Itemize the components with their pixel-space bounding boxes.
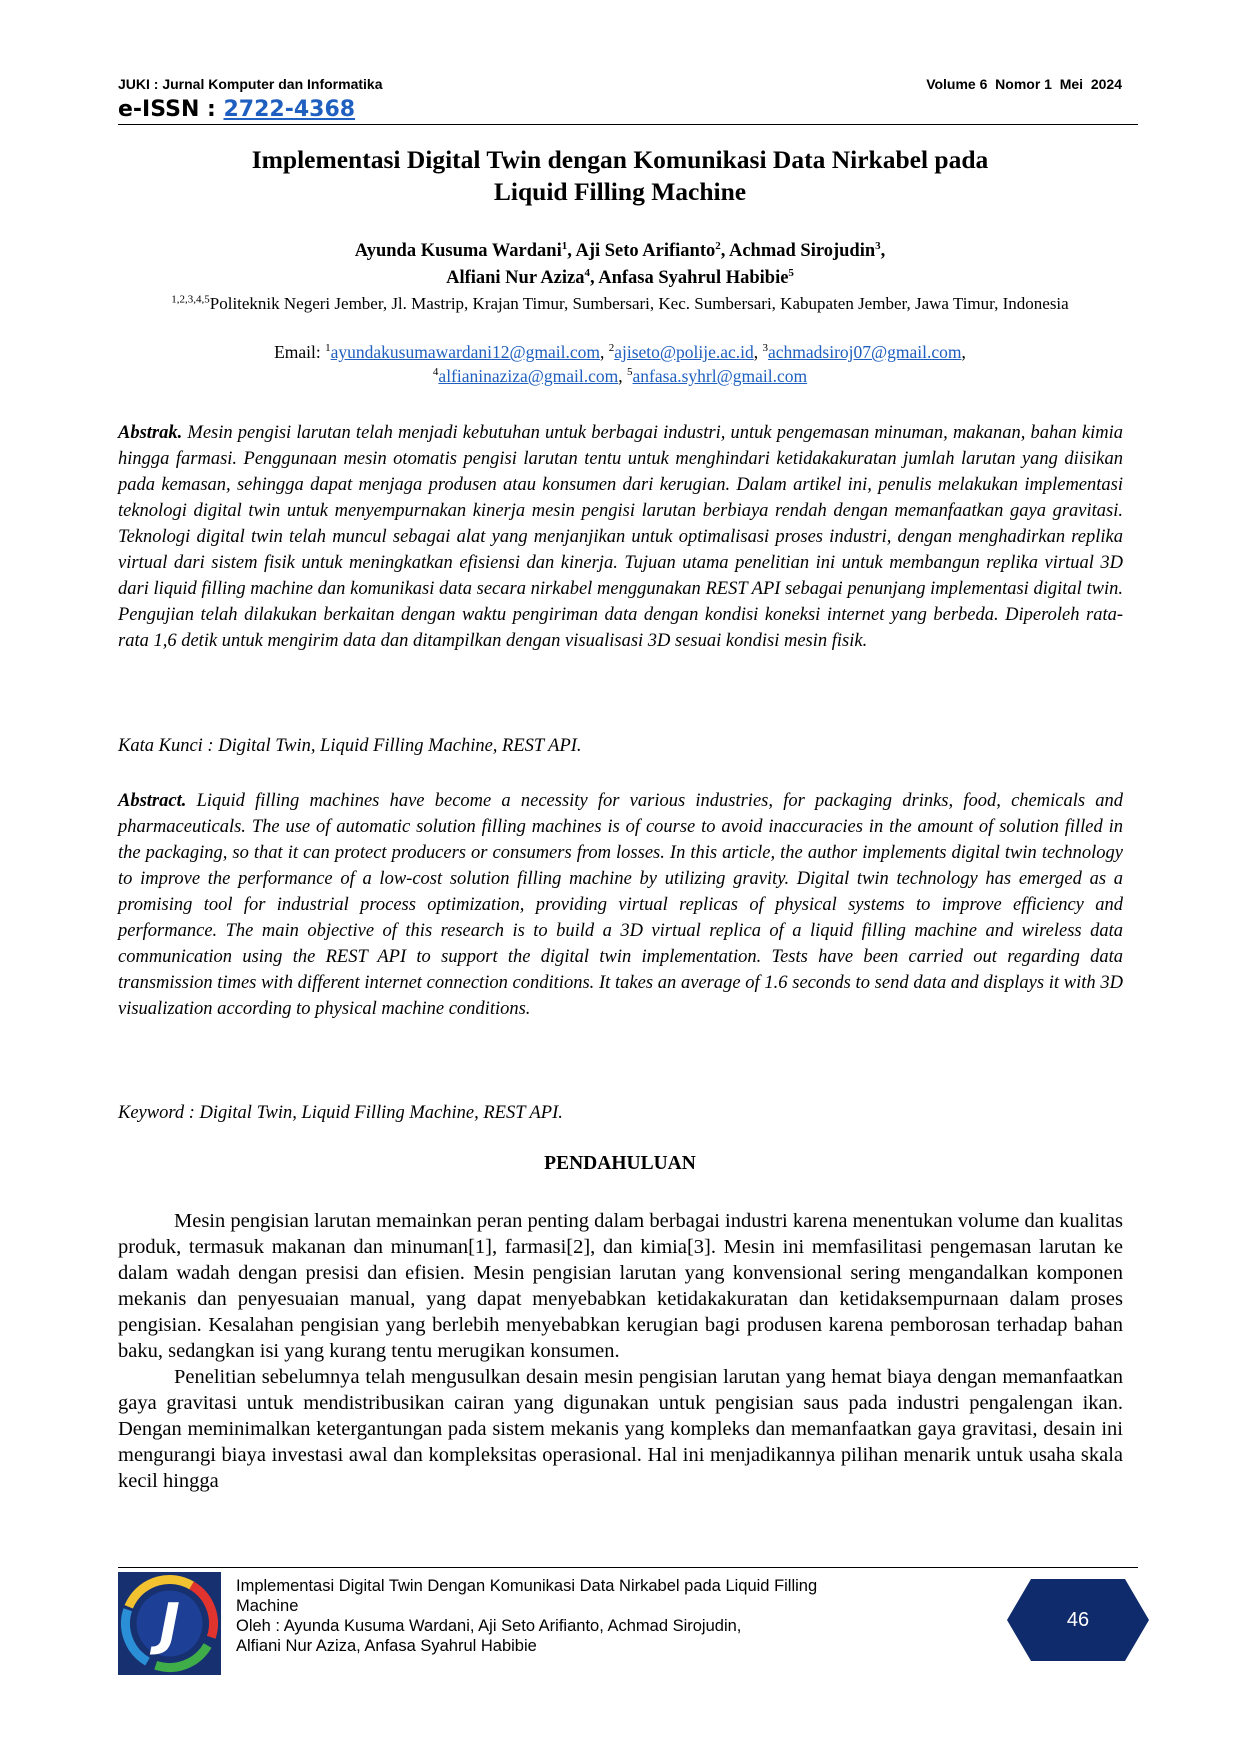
keywords: Keyword : Digital Twin, Liquid Filling Machine, REST API. xyxy=(118,1103,563,1123)
affiliation-text: Politeknik Negeri Jember, Jl. Mastrip, Krajan Timur, Sumbersari, Kec. Sumbersari, Kabupaten Jember, Jawa Timur, Indonesia xyxy=(209,294,1069,313)
abstract-paragraph xyxy=(118,788,1123,1022)
author-name: Anfasa Syahrul Habibie xyxy=(598,268,789,288)
article-title xyxy=(120,144,1120,208)
author-name: Alfiani Nur Aziza xyxy=(446,268,585,288)
footer-line: Implementasi Digital Twin Dengan Komunikasi Data Nirkabel pada Liquid Filling xyxy=(236,1577,818,1595)
email-list xyxy=(120,340,1120,388)
abstrak-label: Abstrak. xyxy=(118,423,183,443)
footer-line: Oleh : Ayunda Kusuma Wardani, Aji Seto Arifianto, Achmad Sirojudin, xyxy=(236,1617,742,1635)
email-link[interactable]: alfianinaziza@gmail.com xyxy=(438,366,619,386)
header-divider xyxy=(118,124,1138,125)
author-line: Alfiani Nur Aziza$^4$, Anfasa Syahrul Habibie$^5$ xyxy=(446,266,794,288)
body-paragraph: Penelitian sebelumnya telah mengusulkan desain mesin pengisian larutan yang hemat biaya dengan memanfaatkan gaya gravitasi untuk mendistribusikan cairan yang digunakan untuk pengisian saus pada industri pengalengan ikan. Dengan meminimalkan ketergantungan pada sistem mekanis yang kompleks dan memanfaatkan gaya gravitasi, desain ini mengurangi biaya investasi awal dan kompleksitas operasional. Hal ini menjadikannya pilihan menarik untuk usaha skala kecil hingga xyxy=(118,1366,1123,1492)
author-name: Achmad Sirojudin xyxy=(728,241,876,261)
author-sup: 4 xyxy=(584,266,590,279)
abstrak-paragraph xyxy=(118,420,1123,654)
issn xyxy=(118,96,355,124)
affiliation-sup: 1,2,3,4,5 xyxy=(171,293,210,306)
abstract-label: Abstract. xyxy=(118,791,187,811)
issn-link[interactable]: 2722-4368 xyxy=(223,97,356,122)
author-list xyxy=(120,238,1120,292)
journal-logo xyxy=(118,1572,221,1675)
body-paragraph: Mesin pengisian larutan memainkan peran penting dalam berbagai industri karena menentukan volume dan kualitas produk, termasuk makanan dan minuman[1], farmasi[2], dan kimia[3]. Mesin ini memfasilitasi pengemasan larutan ke dalam wadah dengan presisi dan efisien. Mesin pengisian larutan yang konvensional sering mengandalkan komponen mekanis dan penyesuaian manual, yang dapat menyebabkan ketidakakuratan dan ketidaksempurnaan dalam proses pengisian. Kesalahan pengisian yang berlebih menyebabkan kerugian bagi produsen karena pemborosan terhadap bahan baku, sedangkan isi yang kurang tentu merugikan konsumen. xyxy=(118,1210,1123,1362)
author-sup: 1 xyxy=(561,239,568,252)
email-line: Email: $^1$ayundakusumawardani12@gmail.com, $^2$ajiseto@polije.ac.id, $^3$achmadsiroj07@gmail.com, xyxy=(274,342,966,362)
author-name: Ayunda Kusuma Wardani xyxy=(354,241,562,261)
author-name: Aji Seto Arifianto xyxy=(575,241,716,261)
author-sup: 2 xyxy=(715,239,721,252)
email-sup: 5 xyxy=(627,366,633,379)
email-label: Email: xyxy=(274,342,326,362)
kata-kunci: Kata Kunci : Digital Twin, Liquid Filling Machine, REST API. xyxy=(118,736,582,756)
title-line: Implementasi Digital Twin dengan Komunikasi Data Nirkabel pada xyxy=(251,145,989,174)
email-link[interactable]: achmadsiroj07@gmail.com xyxy=(768,342,962,362)
affiliation xyxy=(140,292,1100,315)
email-link[interactable]: ayundakusumawardani12@gmail.com xyxy=(330,342,600,362)
abstract-text: Liquid filling machines have become a necessity for various industries, for packaging drinks, food, chemicals and pharmaceuticals. The use of automatic solution filling machines is of course to avoid inaccuracies in the amount of solution filled in the packaging, so that it can protect producers or consumers from losses. In this article, the author implements digital twin technology to improve the performance of a low-cost solution filling machine by utilizing gravity. Digital twin technology has emerged as a promising tool for industrial process optimization, providing virtual replicas of physical systems to improve efficiency and performance. The main objective of this research is to build a 3D virtual replica of a liquid filling machine and wireless data communication using the REST API to support the digital twin implementation. Tests have been carried out regarding data transmission times with different internet connection conditions. It takes an average of 1.6 seconds to send data and displays it with 3D visualization according to physical machine conditions. xyxy=(118,791,1124,1019)
author-sup: 5 xyxy=(788,266,794,279)
email-sup: 3 xyxy=(762,342,769,355)
section-heading: PENDAHULUAN xyxy=(544,1153,696,1174)
email-sup: 2 xyxy=(608,342,615,355)
footer-divider xyxy=(118,1567,1138,1568)
logo-letter: J xyxy=(159,1592,180,1657)
author-line: Ayunda Kusuma Wardani$^1$, Aji Seto Arifianto$^2$, Achmad Sirojudin$^3$, xyxy=(354,239,886,261)
journal-name: JUKI : Jurnal Komputer dan Informatika xyxy=(118,76,383,92)
footer-line: Machine xyxy=(236,1597,299,1615)
title-line: Liquid Filling Machine xyxy=(493,177,747,206)
body-text xyxy=(118,1208,1123,1494)
volume-info: Volume 6 Nomor 1 Mei 2024 xyxy=(926,76,1122,92)
email-link[interactable]: ajiseto@polije.ac.id xyxy=(614,342,754,362)
email-link[interactable]: anfasa.syhrl@gmail.com xyxy=(632,366,808,386)
email-sup: 4 xyxy=(432,366,439,379)
abstrak-text: Mesin pengisi larutan telah menjadi kebutuhan untuk berbagai industri, untuk pengemasan minuman, makanan, bahan kimia hingga farmasi. Penggunaan mesin otomatis pengisi larutan tentu untuk menghindari ketidakakuratan jumlah larutan yang diisikan pada kemasan, sehingga dapat menjaga produsen atau konsumen dari kerugian. Dalam artikel ini, penulis melakukan implementasi teknologi digital twin untuk menyempurnakan kinerja mesin pengisi larutan berbiaya rendah dengan memanfaatkan gaya gravitasi. Teknologi digital twin telah muncul sebagai alat yang menjanjikan untuk optimalisasi proses industri, dengan menghadirkan replika virtual dari sistem fisik untuk meningkatkan efisiensi dan kinerja. Tujuan utama penelitian ini untuk membangun replika virtual 3D dari liquid filling machine dan komunikasi data secara nirkabel menggunakan REST API sebagai penunjang implementasi digital twin. Pengujian telah dilakukan berkaitan dengan waktu pengiriman data dengan kondisi koneksi internet yang berbeda. Diperoleh rata-rata 1,6 detik untuk mengirim data dan ditampilkan dengan visualisasi 3D sesuai kondisi mesin fisik. xyxy=(118,423,1124,651)
issn-label: e-ISSN : xyxy=(118,97,224,122)
email-sup: 1 xyxy=(325,342,331,355)
page-number: 46 xyxy=(1066,1609,1090,1631)
email-line: $^4$alfianinaziza@gmail.com, $^5$anfasa.syhrl@gmail.com xyxy=(432,366,808,386)
author-sup: 3 xyxy=(875,239,881,252)
footer-line: Alfiani Nur Aziza, Anfasa Syahrul Habibie xyxy=(236,1637,537,1655)
footer-citation xyxy=(236,1576,996,1656)
